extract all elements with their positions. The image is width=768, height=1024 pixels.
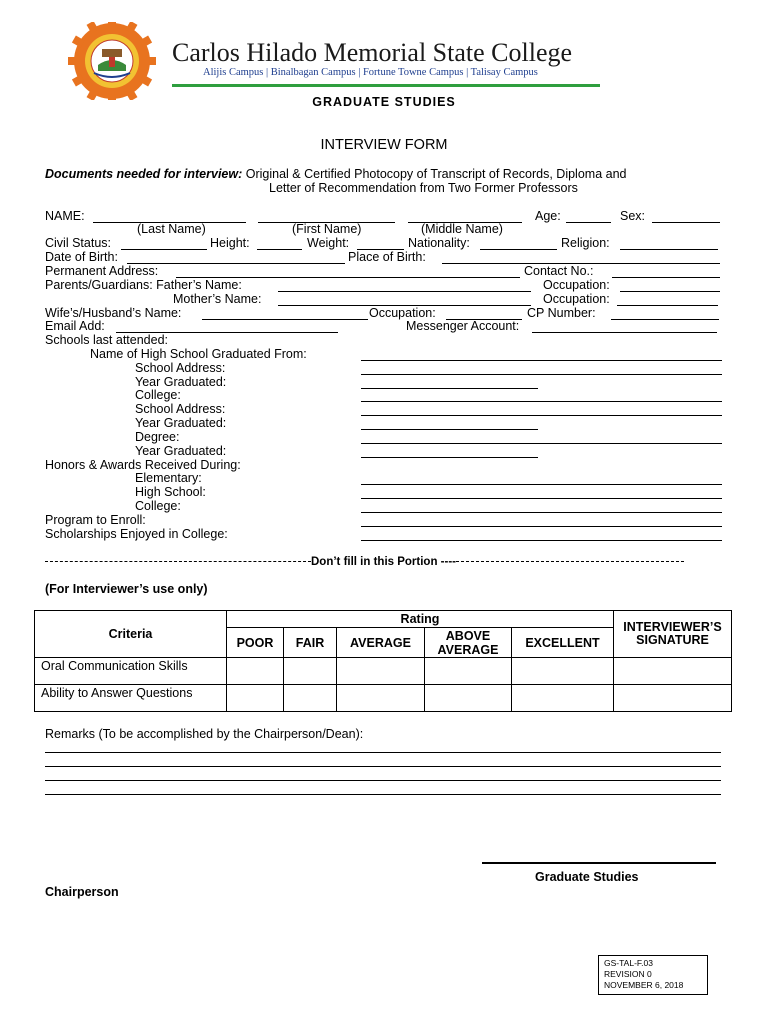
date-of-birth-label: Date of Birth: [45,250,118,264]
college-name: Carlos Hilado Memorial State College [172,38,573,67]
messenger-label: Messenger Account: [406,319,520,333]
mother-occupation-label: Occupation: [543,292,610,306]
rating-col-poor: POOR [227,628,284,658]
scholarships-label: Scholarships Enjoyed in College: [45,527,228,541]
honors-elementary-field[interactable] [361,484,722,485]
contact-no-label: Contact No.: [524,264,594,278]
messenger-field[interactable] [532,332,717,333]
rating-cell[interactable] [284,685,337,712]
remarks-line[interactable] [45,780,721,781]
rating-cell[interactable] [337,658,425,685]
remarks-line[interactable] [45,766,721,767]
name-label: NAME: [45,209,85,223]
rating-cell[interactable] [337,685,425,712]
degree-label: Degree: [135,430,180,444]
program-label: Program to Enroll: [45,513,146,527]
hs-address-field[interactable] [361,374,722,375]
hs-year-field[interactable] [361,388,538,389]
rating-cell[interactable] [227,685,284,712]
rating-col-average: AVERAGE [337,628,425,658]
degree-year-field[interactable] [361,457,538,458]
religion-field[interactable] [620,249,718,250]
rating-col-fair: FAIR [284,628,337,658]
spouse-name-label: Wife’s/Husband’s Name: [45,306,182,320]
contact-no-field[interactable] [612,277,720,278]
rating-cell[interactable] [284,658,337,685]
separator-dash-right [456,561,684,562]
father-occupation-field[interactable] [620,291,720,292]
height-label: Height: [210,236,250,250]
document-code-box [598,955,708,995]
honors-elementary-label: Elementary: [135,471,202,485]
graduate-studies-signatory: Graduate Studies [535,870,639,884]
college-address-label: School Address: [135,402,226,416]
rating-cell[interactable] [512,685,614,712]
department-title: GRADUATE STUDIES [312,95,456,109]
separator-dash-left [45,561,311,562]
document-revision: REVISION 0 [604,969,652,979]
rating-cell[interactable] [227,658,284,685]
campus-list: Alijis Campus | Binalbagan Campus | Fortune Towne Campus | Talisay Campus [203,67,538,78]
documents-label: Documents needed for interview: [45,167,243,181]
hs-address-label: School Address: [135,361,226,375]
college-label: College: [135,388,181,402]
degree-year-label: Year Graduated: [135,444,227,458]
college-address-field[interactable] [361,415,722,416]
interviewer-use-note: (For Interviewer’s use only) [45,582,208,596]
sex-field[interactable] [652,222,720,223]
last-name-caption: (Last Name) [137,222,206,236]
criteria-header: Criteria [35,611,227,658]
mother-occupation-field[interactable] [617,305,718,306]
signature-header: INTERVIEWER’S SIGNATURE [614,611,732,658]
rating-table [34,610,732,712]
remarks-label: Remarks (To be accomplished by the Chairperson/Dean): [45,727,364,741]
criteria-row-oral-communication: Oral Communication Skills [35,658,227,685]
program-field[interactable] [361,526,722,527]
document-date: NOVEMBER 6, 2018 [604,980,684,990]
age-field[interactable] [566,222,611,223]
chairperson-label: Chairperson [45,885,119,899]
weight-label: Weight: [307,236,350,250]
honors-college-label: College: [135,499,181,513]
college-year-field[interactable] [361,429,538,430]
first-name-caption: (First Name) [292,222,362,236]
documents-text-2: Letter of Recommendation from Two Former Professors [269,181,578,195]
spouse-name-field[interactable] [202,319,368,320]
civil-status-field[interactable] [121,249,207,250]
fathers-name-label: Parents/Guardians: Father’s Name: [45,278,242,292]
remarks-line[interactable] [45,752,721,753]
honors-highschool-label: High School: [135,485,206,499]
rating-col-above-average: ABOVE AVERAGE [425,628,512,658]
date-of-birth-field[interactable] [127,263,345,264]
rating-cell[interactable] [425,658,512,685]
age-label: Age: [535,209,561,223]
schools-last-attended-label: Schools last attended: [45,333,168,347]
signature-line[interactable] [482,862,716,864]
header-rule [172,84,600,87]
college-field[interactable] [361,401,722,402]
hs-year-label: Year Graduated: [135,375,227,389]
documents-needed [45,167,626,181]
document-code: GS-TAL-F.03 [604,958,653,968]
spouse-occupation-label: Occupation: [369,306,436,320]
permanent-address-label: Permanent Address: [45,264,159,278]
rating-cell[interactable] [425,685,512,712]
criteria-row-answer-questions: Ability to Answer Questions [35,685,227,712]
father-occupation-label: Occupation: [543,278,610,292]
nationality-label: Nationality: [408,236,470,250]
honors-college-field[interactable] [361,512,722,513]
signature-cell[interactable] [614,658,732,685]
hs-name-label: Name of High School Graduated From: [90,347,307,361]
college-year-label: Year Graduated: [135,416,227,430]
height-field[interactable] [257,249,302,250]
scholarships-field[interactable] [361,540,722,541]
place-of-birth-label: Place of Birth: [348,250,426,264]
middle-name-caption: (Middle Name) [421,222,503,236]
civil-status-label: Civil Status: [45,236,111,250]
honors-highschool-field[interactable] [361,498,722,499]
cp-number-field[interactable] [611,319,719,320]
mothers-name-label: Mother’s Name: [173,292,262,306]
office-use-separator [45,556,715,568]
fathers-name-field[interactable] [278,291,531,292]
remarks-line[interactable] [45,794,721,795]
degree-field[interactable] [361,443,722,444]
cp-number-label: CP Number: [527,306,596,320]
rating-col-excellent: EXCELLENT [512,628,614,658]
sex-label: Sex: [620,209,646,223]
nationality-field[interactable] [480,249,557,250]
documents-text-1: Original & Certified Photocopy of Transcript of Records, Diploma and [242,167,627,181]
religion-label: Religion: [561,236,610,250]
rating-header: Rating [227,611,614,628]
form-title: INTERVIEW FORM [320,137,448,153]
hs-name-field[interactable] [361,360,722,361]
college-seal-logo [66,22,158,100]
separator-text: Don’t fill in this Portion ---- [311,556,456,568]
rating-cell[interactable] [512,658,614,685]
honors-label: Honors & Awards Received During: [45,458,241,472]
signature-cell[interactable] [614,685,732,712]
email-label: Email Add: [45,319,105,333]
